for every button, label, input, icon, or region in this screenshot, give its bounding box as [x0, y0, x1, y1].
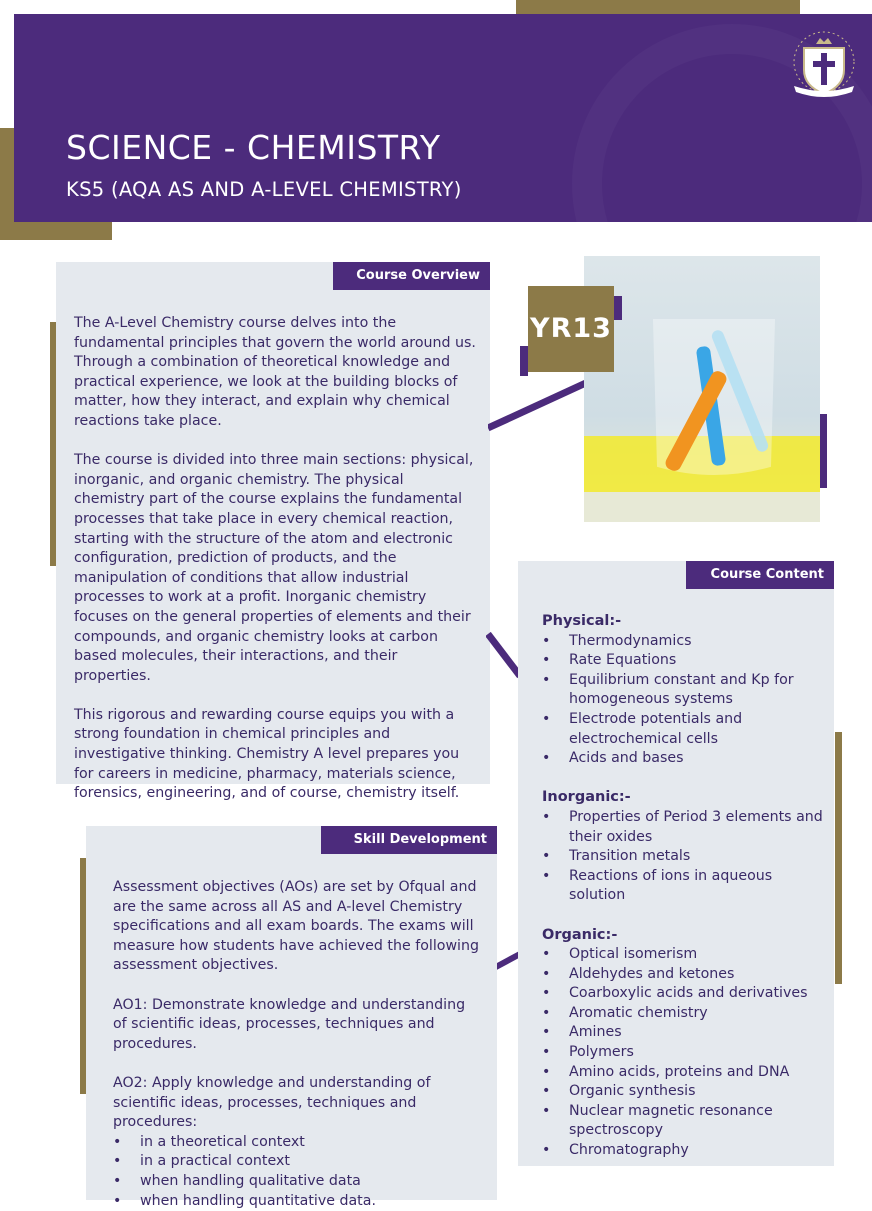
physical-heading: Physical:-	[542, 612, 832, 632]
list-item: • Thermodynamics	[542, 632, 832, 652]
list-item: • Coarboxylic acids and derivatives	[542, 984, 832, 1004]
ao1-text: AO1: Demonstrate knowledge and understanding of scientific ideas, processes, techniques and procedures.	[113, 996, 483, 1055]
page-subtitle: KS5 (AQA AS AND A-LEVEL CHEMISTRY)	[66, 178, 462, 201]
year-badge-accent	[520, 346, 528, 376]
list-item: • when handling quantitative data.	[113, 1192, 483, 1211]
list-item: • Equilibrium constant and Kp for homogeneous systems	[542, 671, 832, 710]
list-item: • Acids and bases	[542, 749, 832, 769]
header-gold-accent-top	[516, 0, 800, 14]
overview-paragraph: The course is divided into three main sections: physical, inorganic, and organic chemistry. The physical chemistry part of the course explains the fundamental processes that take place in every chemical reaction, starting with the structure of the atom and electronic configuration, prediction of products, and the manipulation of conditions that allow industrial processes to work at a profit. Inorganic chemistry focuses on the general properties of elements and their compounds, and organic chemistry looks at carbon based molecules, their interactions, and their properties.	[74, 451, 478, 686]
list-item: • Transition metals	[542, 847, 832, 867]
list-item: • Amino acids, proteins and DNA	[542, 1063, 832, 1083]
physical-topics	[542, 632, 832, 769]
ao2-list	[113, 1133, 483, 1211]
course-overview-text	[74, 314, 478, 823]
list-item: • Polymers	[542, 1043, 832, 1063]
list-item: • Rate Equations	[542, 651, 832, 671]
content-accent-bar	[835, 732, 842, 984]
list-item: • Amines	[542, 1023, 832, 1043]
school-crest-logo	[790, 26, 858, 104]
skill-development-text	[113, 878, 483, 1211]
inorganic-heading: Inorganic:-	[542, 788, 832, 808]
overview-paragraph: This rigorous and rewarding course equips you with a strong foundation in chemical principles and investigative thinking. Chemistry A level prepares you for careers in medicine, pharmacy, materials science, forensics, engineering, and of course, chemistry itself.	[74, 706, 478, 804]
list-item: • Optical isomerism	[542, 945, 832, 965]
skill-development-panel	[86, 826, 497, 1200]
photo-accent-bar	[820, 414, 827, 488]
page-title: SCIENCE - CHEMISTRY	[66, 128, 441, 167]
skills-intro: Assessment objectives (AOs) are set by Ofqual and are the same across all AS and A-level Chemistry specifications and all exam boards. The exams will measure how students have achieved the following assessment objectives.	[113, 878, 483, 976]
list-item: • Chromatography	[542, 1141, 832, 1161]
skill-development-tag: Skill Development	[321, 826, 497, 854]
overview-paragraph: The A-Level Chemistry course delves into the fundamental principles that govern the world around us. Through a combination of theoretical knowledge and practical experience, we look at the building blocks of matter, how they interact, and explain why chemical reactions take place.	[74, 314, 478, 432]
inorganic-topics	[542, 808, 832, 906]
list-item: • Organic synthesis	[542, 1082, 832, 1102]
connector-line-overview-year	[488, 376, 598, 436]
organic-topics	[542, 945, 832, 1161]
list-item: • Reactions of ions in aqueous solution	[542, 867, 832, 906]
list-item: • Electrode potentials and electrochemical cells	[542, 710, 832, 749]
course-overview-panel	[56, 262, 490, 784]
list-item: • in a theoretical context	[113, 1133, 483, 1153]
course-content-tag: Course Content	[686, 561, 834, 589]
year-badge-accent	[614, 296, 622, 320]
header-banner	[14, 14, 872, 222]
ao2-text: AO2: Apply knowledge and understanding of scientific ideas, processes, techniques and procedures:	[113, 1074, 483, 1133]
list-item: • in a practical context	[113, 1152, 483, 1172]
course-content-panel	[518, 561, 834, 1166]
list-item: • when handling qualitative data	[113, 1172, 483, 1192]
organic-heading: Organic:-	[542, 926, 832, 946]
list-item: • Aromatic chemistry	[542, 1004, 832, 1024]
list-item: • Nuclear magnetic resonance spectroscopy	[542, 1102, 832, 1141]
course-content-list	[542, 612, 832, 1161]
list-item: • Aldehydes and ketones	[542, 965, 832, 985]
course-overview-tag: Course Overview	[333, 262, 490, 290]
list-item: • Properties of Period 3 elements and their oxides	[542, 808, 832, 847]
year-badge: YR13	[528, 286, 614, 372]
